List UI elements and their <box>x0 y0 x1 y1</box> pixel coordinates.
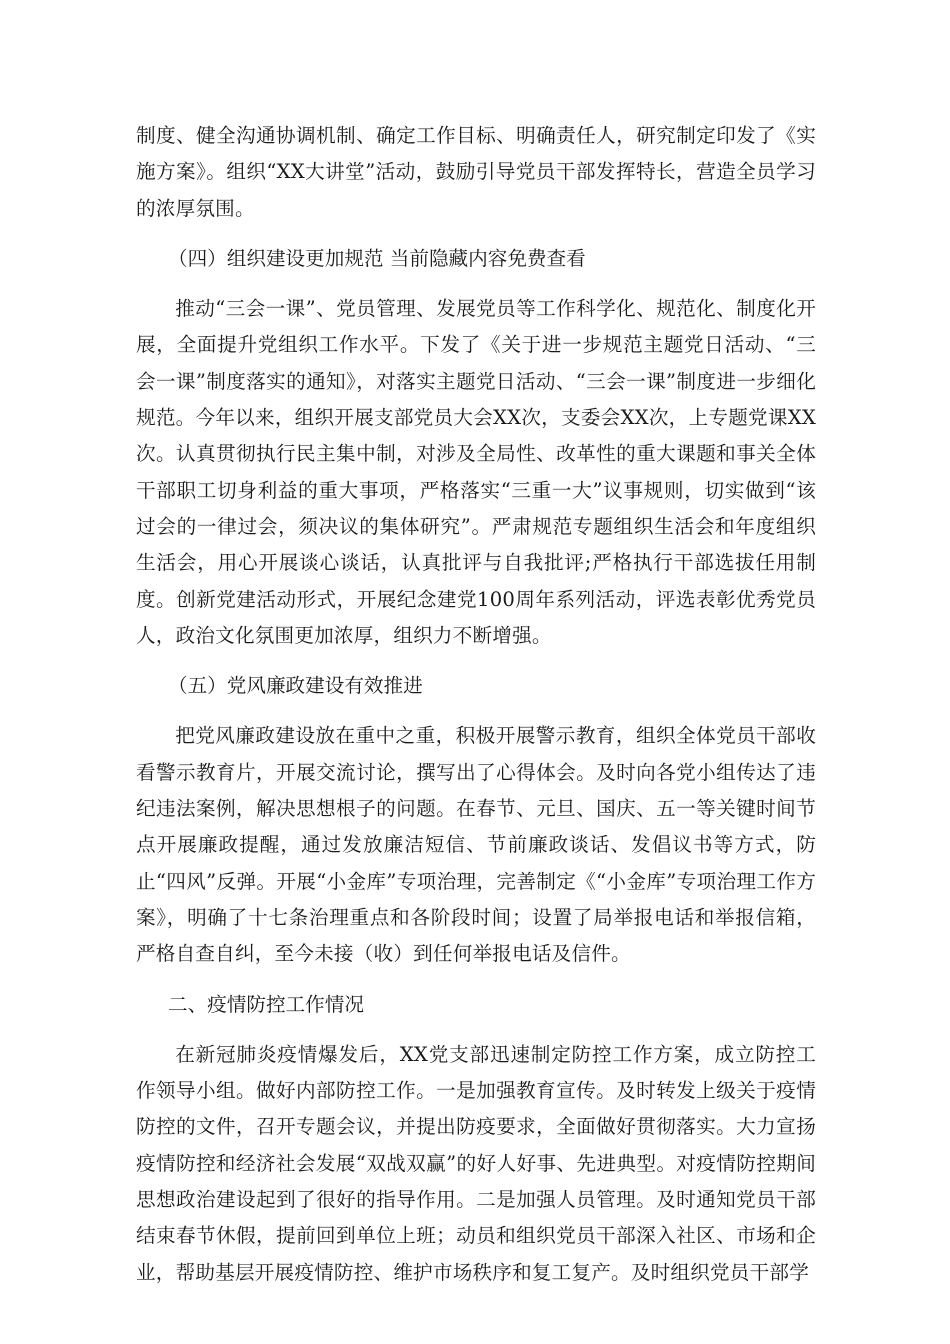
paragraph-integrity-building: 把党风廉政建设放在重中之重，积极开展警示教育，组织全体党员干部收看警示教育片，开展交流讨论，撰写出了心得体会。及时向各党小组传达了违纪违法案例，解决思想根子的问题。在春节、元旦、国庆、五一等关键时间节点开展廉政提醒，通过发放廉洁短信、节前廉政谈话、发倡议书等方式，防止“四风”反弹。开展“小金库”专项治理，完善制定《“小金库”专项治理工作方案》，明确了十七条治理重点和各阶段时间；设置了局举报电话和举报信箱，严格自查自纠，至今未接（收）到任何举报电话及信件。 <box>136 724 816 966</box>
paragraph-organization-building: 推动“三会一课”、党员管理、发展党员等工作科学化、规范化、制度化开展，全面提升党组织工作水平。下发了《关于进一步规范主题党日活动、“三会一课”制度落实的通知》，对落实主题党日活动、“三会一课”制度进一步细化规范。今年以来，组织开展支部党员大会XX次，支委会XX次，上专题党课XX次。认真贯彻执行民主集中制，对涉及全局性、改革性的重大课题和事关全体干部职工切身利益的重大事项，严格落实“三重一大”议事规则，切实做到“该过会的一律过会，须决议的集体研究”。严肃规范专题组织生活会和年度组织生活会，用心开展谈心谈话，认真批评与自我批评;严格执行干部选拔任用制度。创新党建活动形式，开展纪念建党100周年系列活动，评选表彰优秀党员人，政治文化氛围更加浓厚，组织力不断增强。 <box>136 297 816 647</box>
section-heading-epidemic: 二、疫情防控工作情况 <box>168 992 364 1016</box>
section-heading-integrity: （五）党风廉政建设有效推进 <box>168 674 423 698</box>
paragraph-epidemic-control: 在新冠肺炎疫情爆发后，XX党支部迅速制定防控工作方案，成立防控工作领导小组。做好内部防控工作。一是加强教育宣传。及时转发上级关于疫情防控的文件，召开专题会议，并提出防疫要求，全面做好贯彻落实。大力宣扬疫情防控和经济社会发展“双战双赢”的好人好事、先进典型。对疫情防控期间思想政治建设起到了很好的指导作用。二是加强人员管理。及时通知党员干部结束春节休假，提前回到单位上班；动员和组织党员干部深入社区、市场和企业，帮助基层开展疫情防控、维护市场秩序和复工复产。及时组织党员干部学 <box>136 1042 816 1284</box>
document-page <box>136 118 816 1291</box>
paragraph-implementation-plan: 制度、健全沟通协调机制、确定工作目标、明确责任人，研究制定印发了《实施方案》。组织“XX大讲堂”活动，鼓励引导党员干部发挥特长，营造全员学习的浓厚氛围。 <box>136 124 816 220</box>
section-heading-organization: （四）组织建设更加规范 当前隐藏内容免费查看 <box>168 246 586 270</box>
